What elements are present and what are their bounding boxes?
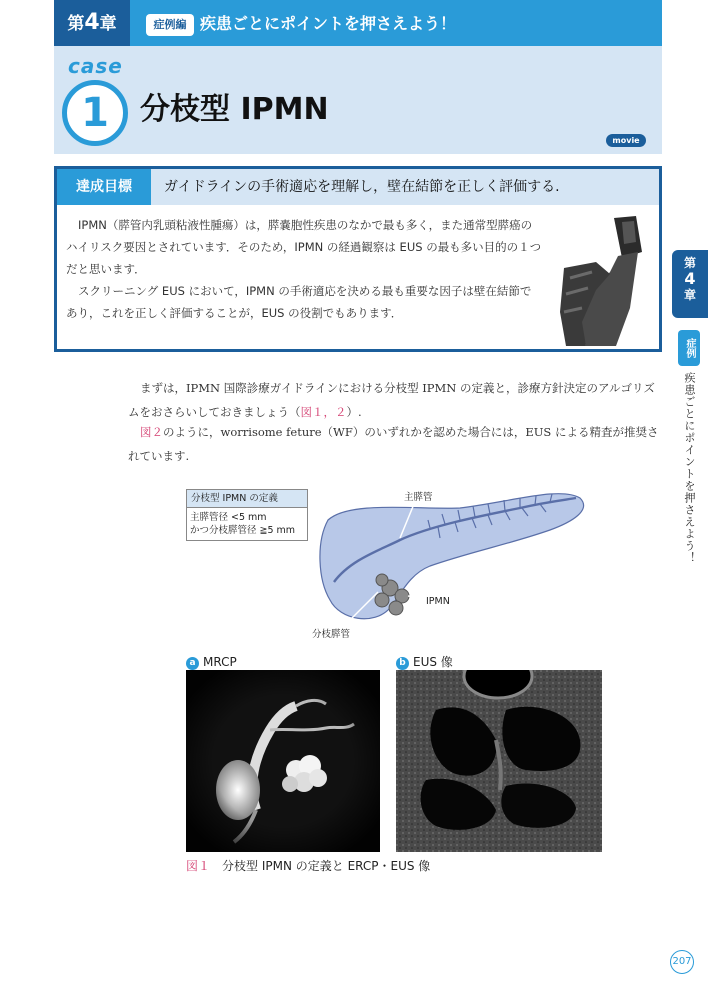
chapter-prefix: 第 (67, 14, 85, 34)
side-chapter-suffix: 章 (683, 288, 696, 302)
section-tag: 症例編 (146, 14, 194, 36)
mrcp-image (186, 670, 380, 852)
movie-badge[interactable]: movie (606, 134, 646, 147)
label-main-duct: 主膵管 (404, 492, 433, 503)
page-number: 207 (670, 950, 694, 974)
body-text: まずは，IPMN 国際診療ガイドラインにおける分枝型 IPMN の定義と，診療方針決定のアルゴリズムをおさらいしておきましょう（ (128, 381, 655, 419)
figure-caption (186, 857, 430, 875)
figure-reference[interactable]: 図１，２ (300, 405, 347, 419)
endoscope-illustration (556, 212, 652, 348)
panel-b-label (396, 654, 453, 670)
case-number: 1 (81, 90, 109, 136)
case-label: case (68, 54, 123, 78)
chapter-title: 疾患ごとにポイントを押さえよう！ (200, 14, 457, 33)
side-chapter-number: 4 (684, 269, 696, 288)
definition-title: 分枝型 IPMN の定義 (187, 490, 307, 508)
body-paragraph (128, 420, 664, 468)
chapter-badge (54, 0, 130, 46)
eus-image (396, 670, 602, 852)
chapter-suffix: 章 (99, 14, 117, 34)
body-text: ）. (346, 405, 362, 419)
panel-b-title: EUS 像 (413, 655, 453, 669)
goal-paragraph: IPMN（膵管内乳頭粘液性腫瘍）は，膵嚢胞性疾患のなかで最も多く，また通常型膵癌のハイリスク要因とされています．そのため，IPMN の経過観察は EUS の最も多い目的の１つだと思います． (66, 218, 542, 276)
panel-b-marker: b (396, 657, 409, 670)
side-chapter-title: 疾患ごとにポイントを押さえよう！ (683, 372, 696, 564)
figure-number: 図１ (186, 859, 211, 873)
pancreas-diagram (310, 480, 590, 640)
definition-line: 主膵管径 <5 mm (190, 512, 267, 523)
case-title: 分枝型 IPMN (140, 92, 329, 127)
panel-a-label (186, 654, 237, 670)
body-text: のように，worrisome feture（WF）のいずれかを認めた場合には，EUS による精査が推奨されています. (128, 425, 659, 463)
goal-label: 達成目標 (76, 179, 132, 195)
figure-reference[interactable]: 図２ (140, 425, 163, 439)
goal-text: ガイドラインの手術適応を理解し，壁在結節を正しく評価する. (164, 179, 560, 195)
side-chapter-prefix: 第 (683, 256, 696, 270)
goal-paragraph: スクリーニング EUS において，IPMN の手術適応を決める最も重要な因子は壁在結節であり，これを正しく評価することが，EUS の役割でもあります． (66, 284, 532, 320)
chapter-number: 4 (84, 10, 100, 35)
panel-a-title: MRCP (203, 655, 237, 669)
label-ipmn: IPMN (426, 596, 450, 607)
label-branch-duct: 分枝膵管 (312, 629, 351, 640)
side-chapter-label (672, 256, 708, 302)
panel-a-marker: a (186, 657, 199, 670)
definition-line: かつ分枝膵管径 ≧5 mm (190, 525, 296, 536)
side-section-tag: 症例 (678, 330, 700, 366)
figure-caption-text: 分枝型 IPMN の定義と ERCP・EUS 像 (222, 859, 431, 873)
body-paragraph (128, 376, 664, 424)
